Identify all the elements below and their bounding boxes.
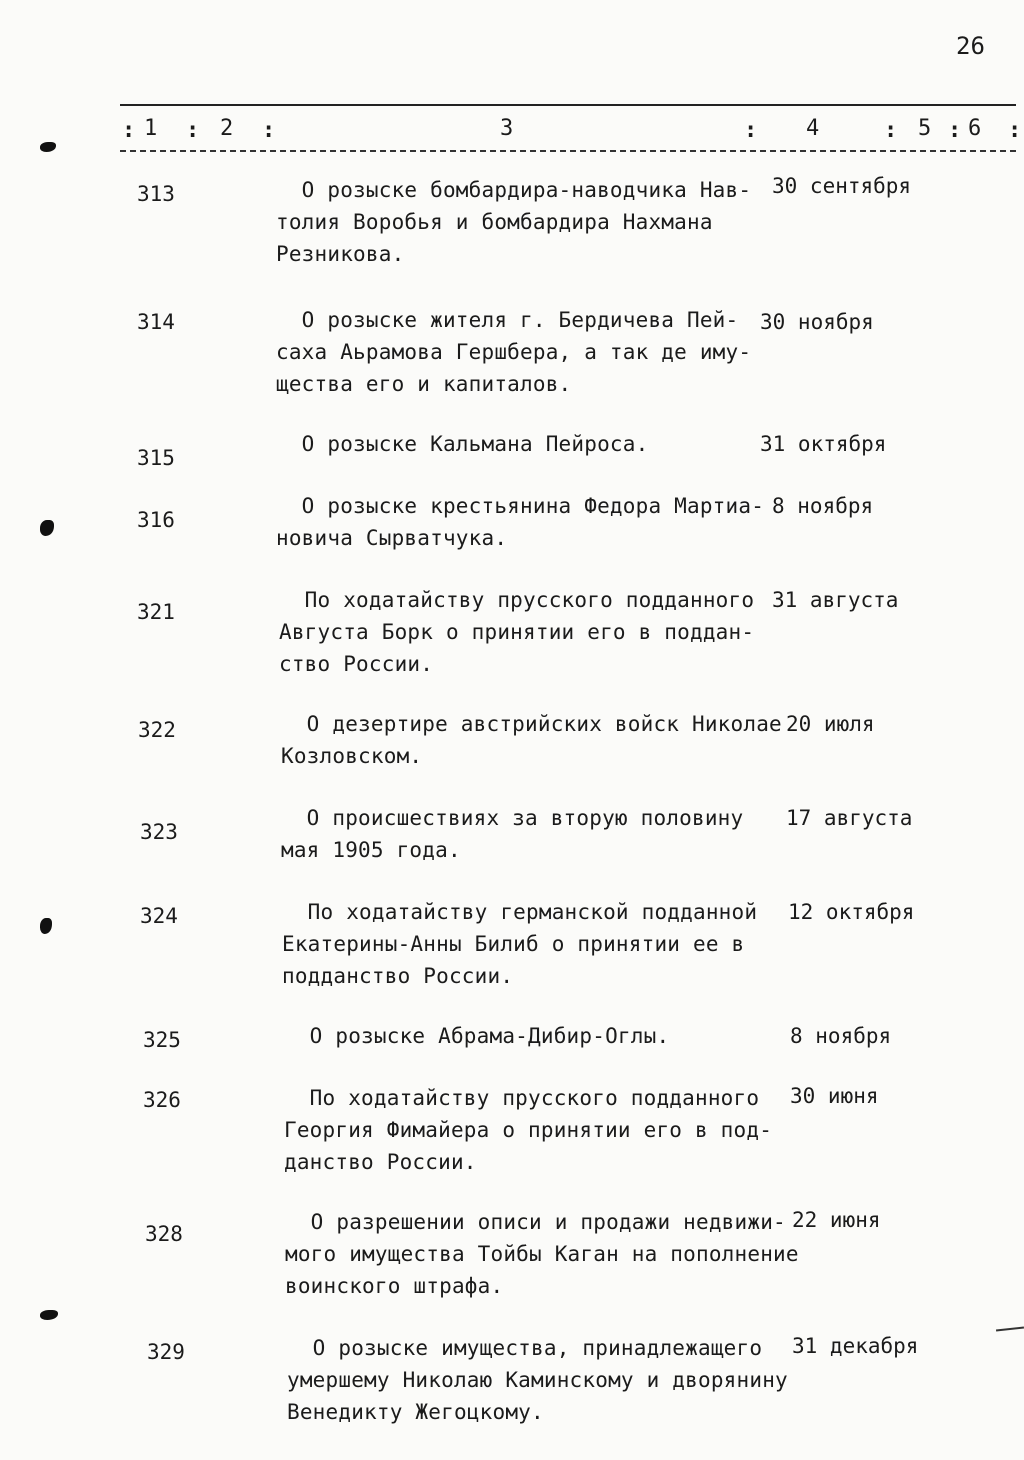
column-header-2: 2 [220, 116, 234, 141]
punch-hole-mark [40, 918, 52, 934]
entry-date: 8 ноября [772, 494, 874, 518]
entry-text: О розыске имущества, принадлежащего умершему Николаю Каминскому и дворянину Венедикту Жегоцкому. [287, 1336, 788, 1424]
entry-date: 31 августа [772, 588, 899, 612]
entry-text: О разрешении описи и продажи недвижи- мого имущества Тойбы Каган на пополнение воинского штрафа. [285, 1210, 799, 1298]
entry-number: 316 [137, 508, 175, 532]
entry-date: 31 декабря [792, 1334, 919, 1358]
punch-hole-mark [40, 520, 54, 536]
entry-date: 20 июля [786, 712, 875, 736]
column-header-3: 3 [500, 116, 514, 141]
header-rule-top [120, 104, 1016, 106]
entry-date: 30 июня [790, 1084, 879, 1108]
entry-text: О происшествиях за вторую половину мая 1905 года. [281, 806, 744, 862]
entry-number: 315 [137, 446, 175, 470]
column-header-1: 1 [144, 116, 158, 141]
column-separator: : [186, 118, 200, 143]
entry-number: 324 [140, 904, 178, 928]
column-separator: : [1008, 118, 1022, 143]
entry-number: 328 [145, 1222, 183, 1246]
entry-text: По ходатайству прусского подданного Георгия Фимайера о принятии его в под- данство России. [284, 1086, 773, 1174]
entry-number: 314 [137, 310, 175, 334]
column-header-4: 4 [806, 116, 820, 141]
column-separator: : [262, 118, 276, 143]
entry-text: О розыске жителя г. Бердичева Пей- саха Аьрамова Гершбера, а так де иму- щества его и капиталов. [276, 308, 752, 396]
entry-date: 22 июня [792, 1208, 881, 1232]
page-number: 26 [956, 32, 985, 60]
column-separator: : [948, 118, 962, 143]
entry-date: 12 октября [788, 900, 915, 924]
entry-text: О розыске Кальмана Пейроса. [276, 432, 649, 456]
entry-number: 325 [143, 1028, 181, 1052]
entry-number: 313 [137, 182, 175, 206]
entry-text: О розыске крестьянина Федора Мартиа- новича Сырватчука. [276, 494, 765, 550]
punch-hole-mark [40, 1310, 58, 1320]
column-header-5: 5 [918, 116, 932, 141]
entry-date: 30 ноября [760, 310, 874, 334]
entry-number: 323 [140, 820, 178, 844]
margin-pen-stroke [996, 1327, 1024, 1332]
entry-number: 321 [137, 600, 175, 624]
entry-text: О дезертире австрийских войск Николае Козловском. [281, 712, 782, 768]
entry-number: 322 [138, 718, 176, 742]
entry-date: 31 октября [760, 432, 887, 456]
entry-number: 326 [143, 1088, 181, 1112]
entry-date: 8 ноября [790, 1024, 892, 1048]
entry-text: По ходатайству германской подданной Екатерины-Анны Билиб о принятии ее в подданство России. [282, 900, 758, 988]
entry-number: 329 [147, 1340, 185, 1364]
column-separator: : [744, 118, 758, 143]
column-header-6: 6 [968, 116, 982, 141]
entry-text: По ходатайству прусского подданного Августа Борк о принятии его в поддан- ство России. [279, 588, 755, 676]
entry-text: О розыске бомбардира-наводчика Нав- толия Воробья и бомбардира Нахмана Резникова. [276, 178, 752, 266]
column-separator: : [122, 118, 136, 143]
entry-date: 30 сентября [772, 174, 912, 198]
punch-hole-mark [40, 142, 56, 152]
entry-text: О розыске Абрама-Дибир-Оглы. [284, 1024, 670, 1048]
header-rule-bottom [120, 150, 1016, 152]
column-separator: : [884, 118, 898, 143]
entry-date: 17 августа [786, 806, 913, 830]
